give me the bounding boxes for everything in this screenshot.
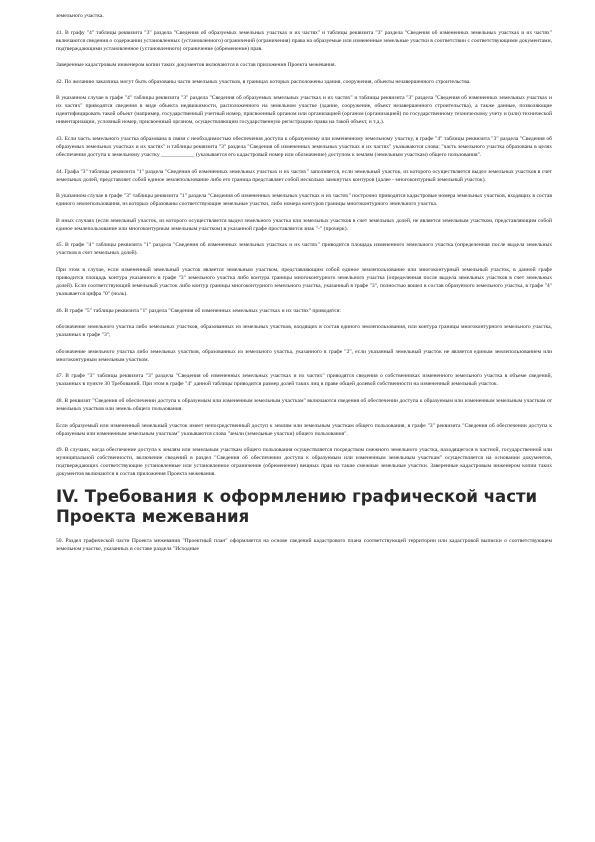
paragraph: Заверенные кадастровым инженером копии таких документов включаются в состав приложения Проекта межевания. [56,62,337,69]
paragraph: При этом в случае, если измененный земельный участок является земельным участком, представляющим собой единое землепользование или многоконтурный земельный участок, в данной графе приводится площадь контура указанного в графе "3" земельного участка либо контура границы многоконтурного земельного участка (определенная после выдела земельных участков в счет земельных долей). Если соответствующий земельный участок либо контур границы многоконтурного земельного участка, указанный в графе "3", полностью вошел в состав образуемого земельного участка, в графе "4" указывается цифра "0" (ноль). [56,266,552,298]
paragraph: 47. В графе "3" таблицы реквизита "3" раздела "Сведения об измененных земельных участках и их частях" приводятся сведения о собственниках измененного земельного участка в объеме сведений, указанных в пункте 30 Требований. При этом в графе "4" данной таблицы приводится размер долей таких лиц в праве общей долевой собственности на измененный земельный участок. [56,373,552,388]
section-heading: IV. Требования к оформлению графической части Проекта межевания [56,486,538,526]
document-body [56,12,552,561]
paragraph: 46. В графе "5" таблицы реквизита "1" раздела "Сведения об измененных земельных участках и их частях" приводятся: [56,307,341,314]
paragraph: 48. В реквизит "Сведения об обеспечении доступа к образуемым или измененным земельным участкам" включаются сведения об обеспечении доступа к образуемым или измененным земельным участкам от земельных участков или земель общего пользования. [56,398,552,413]
paragraph: 43. Если часть земельного участка образована в связи с необходимостью обеспечения доступа к образуемому или измененному земельному участку, в графе "4" таблицы реквизита "3" раздела "Сведения об образуемых земельных участках и их частях" и таблицы реквизита "3" раздела "Сведения об измененных земельных участках и их частях" указываются слова: "часть земельного участка образована в целях обеспечения доступа к земельному участку ____________ (указывается его кадастровый номер или обозначение) доступом к землям (земельным участкам) общего пользования". [56,135,552,159]
paragraph: 45. В графе "4" таблицы реквизита "1" раздела "Сведения об измененных земельных участках и их частях" приводится площадь измененного земельного участка (определенная после выдела земельных участков в счет земельных долей). [56,242,552,257]
paragraphs-before-section [56,12,552,478]
paragraph: земельного участка. [56,13,104,19]
paragraph: 50. Раздел графической части Проекта межевания "Проектный план" оформляется на основе сведений кадастрового плана соответствующей территории или кадастровой выписки о соответствующем земельном участке, указанных в составе раздела "Исходные [56,537,552,552]
paragraph: 41. В графу "4" таблицы реквизита "3" раздела "Сведения об образуемых земельных участках и их частях" и таблицы реквизита "3" раздела "Сведения об измененных земельных участках и их частях" включаются сведения о содержании установленных (установленного) ограничений (ограничения) права на образуемые или измененные земельные участки в соответствии с соответствующими документами, подтверждающими установленное (установленного) ограничение (обременение) прав. [56,29,552,52]
paragraph: обозначение земельного участка либо земельных участков, образованных из земельных участков, входящих в состав единого землепользования, или контура границы многоконтурного земельного участка, указанных в графе "3"; [56,324,552,339]
paragraphs-after-section [56,537,552,553]
paragraph: В иных случаях (если земельный участок, из которого осуществляется выдел земельного участка или земельных участков в счет земельных долей, не является земельным участком, представляющим собой единое землепользование или многоконтурным земельным участком) в указанной графе проставляется знак "-" (прочерк). [56,217,552,232]
paragraph: 44. Графа "3" таблицы реквизита "1" раздела "Сведения об измененных земельных участках и их частях" заполняется, если земельный участок, из которого осуществляется выдел земельных участков в счет земельных долей, представляет собой единое землепользование либо его граница представляет собой несколько замкнутых контуров (далее - многоконтурный земельный участок). [56,168,552,183]
paragraph: Если образуемый или измененный земельный участок имеет непосредственный доступ к землям или земельным участкам общего пользования, в графе "3" реквизита "Сведения об обеспечении доступа к образуемым или измененным земельным участкам" указываются слова "земли (земельные участки) общего пользования". [56,422,552,437]
paragraph: В указанном случае в графе "4" таблицы реквизита "3" раздела "Сведения об образуемых земельных участках и их частях" и таблицы реквизита "3" раздела "Сведения об измененных земельных участках и их частях" приводятся сведения в виде объекта недвижимости, расположенного на земельном участке (здание, сооружение, объект незавершенного строительства), а также данные, позволяющие идентифицировать такой объект (например, государственный учетный номер, присвоенный органом или организацией (органом (организацией) по государственному техническому учету и (или) технической инвентаризации, условный номер, присвоенный органом, осуществляющим государственную регистрацию права на такой объект, и т.д.). [56,95,552,126]
paragraph: 42. По желанию заказчика могут быть образованы части земельных участков, в границах которых расположены здания, сооружения, объекты незавершенного строительства. [56,78,471,85]
paragraph: обозначение земельного участка либо земельных участков, образованных из земельного участка, указанного в графе "2", если указанный земельный участок не является единым землепользованием или многоконтурным земельным участком. [56,348,552,363]
paragraph: В указанном случае в графе "3" таблицы реквизита "1" раздела "Сведения об измененных земельных участках и их частях" построчно приводятся кадастровые номера земельных участков, входящих в состав единого землепользования, из которых образованы соответствующие земельные участки, либо номера контуров границы многоконтурного земельного участка. [56,193,552,208]
paragraph: 49. В случаях, когда обеспечение доступа к землям или земельным участкам общего пользования осуществляется посредством смежного земельного участка, находящегося в частной, государственной или муниципальной собственности, включение сведений в раздел "Сведения об обеспечении доступа к образуемым или измененным земельным участкам" осуществляется на основании документов, подтверждающих соответствующие установленные или установленное ограничение (обременение) вещных прав на такие смежные земельные участки. Заверенные кадастровым инженером копии таких документов включаются в состав приложения Проекта межевания. [56,447,552,478]
